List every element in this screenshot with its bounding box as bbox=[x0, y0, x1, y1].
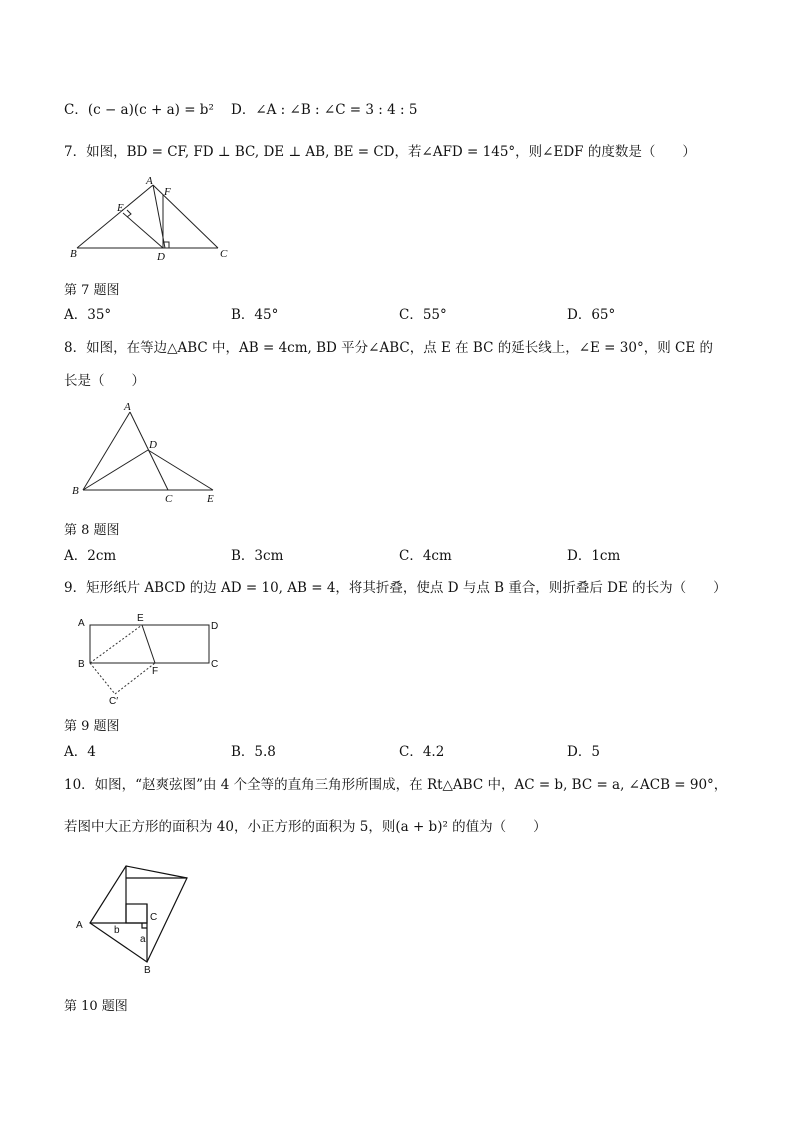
q10-label-b: B bbox=[144, 965, 151, 976]
q9-label-a: A bbox=[78, 618, 85, 629]
q7-option-a: A．35° bbox=[64, 307, 112, 323]
q10-stem-line2: 若图中大正方形的面积为 40，小正方形的面积为 5，则(a + b)² 的值为（ ） bbox=[64, 819, 547, 835]
q7-label-b: B bbox=[70, 248, 77, 260]
q8-stem-line1: 8．如图，在等边△ABC 中，AB = 4cm, BD 平分∠ABC，点 E 在 BC 的延长线上，∠E = 30°，则 CE 的 bbox=[64, 340, 713, 356]
q8-figure bbox=[64, 398, 234, 508]
q7-label-d: D bbox=[157, 251, 165, 263]
q7-option-d: D．65° bbox=[567, 307, 616, 323]
q7-label-f: F bbox=[164, 186, 171, 198]
q8-label-c: C bbox=[165, 493, 173, 505]
q7-caption: 第 7 题图 bbox=[64, 283, 120, 298]
q7-figure bbox=[60, 172, 240, 264]
q10-label-a: A bbox=[76, 920, 83, 931]
q7-option-b: B．45° bbox=[231, 307, 279, 323]
q8-label-e: E bbox=[207, 493, 214, 505]
q7-label-a: A bbox=[146, 175, 153, 187]
q9-option-c: C．4.2 bbox=[399, 744, 445, 760]
q7-label-c: C bbox=[220, 248, 228, 260]
q8-option-c: C．4cm bbox=[399, 548, 452, 564]
q8-caption: 第 8 题图 bbox=[64, 523, 120, 538]
q10-label-a-side: a bbox=[140, 934, 146, 945]
q10-caption: 第 10 题图 bbox=[64, 999, 128, 1014]
q9-figure bbox=[70, 608, 240, 706]
q8-option-a: A．2cm bbox=[64, 548, 117, 564]
q9-label-c-prime: C′ bbox=[109, 696, 119, 706]
q9-label-c: C bbox=[211, 659, 219, 670]
q8-label-b: B bbox=[72, 485, 79, 497]
q6-option-c: C．(c − a)(c + a) = b² bbox=[64, 102, 214, 118]
q7-label-e: E bbox=[117, 202, 124, 214]
q9-label-e: E bbox=[137, 613, 144, 624]
q9-stem: 9．矩形纸片 ABCD 的边 AD = 10, AB = 4，将其折叠，使点 D 与点 B 重合，则折叠后 DE 的长为（ ） bbox=[64, 580, 727, 596]
q8-option-d: D．1cm bbox=[567, 548, 621, 564]
q10-label-c: C bbox=[150, 912, 158, 923]
q8-label-d: D bbox=[149, 439, 157, 451]
q9-label-d: D bbox=[211, 621, 219, 632]
q9-caption: 第 9 题图 bbox=[64, 719, 120, 734]
q9-label-b: B bbox=[78, 659, 85, 670]
q7-option-c: C．55° bbox=[399, 307, 447, 323]
q8-option-b: B．3cm bbox=[231, 548, 284, 564]
q9-option-b: B．5.8 bbox=[231, 744, 276, 760]
q9-option-a: A．4 bbox=[64, 744, 96, 760]
q9-label-f: F bbox=[152, 666, 159, 677]
q6-option-d: D．∠A : ∠B : ∠C = 3 : 4 : 5 bbox=[231, 102, 418, 118]
q10-label-b-side: b bbox=[114, 925, 120, 936]
q10-stem-line1: 10．如图，“赵爽弦图”由 4 个全等的直角三角形所围成，在 Rt△ABC 中，AC = b, BC = a, ∠ACB = 90°， bbox=[64, 777, 728, 793]
q7-stem: 7．如图，BD = CF, FD ⊥ BC, DE ⊥ AB, BE = CD，若∠AFD = 145°，则∠EDF 的度数是（ ） bbox=[64, 144, 696, 160]
q8-label-a: A bbox=[124, 401, 131, 413]
q8-stem-line2: 长是（ ） bbox=[64, 373, 145, 389]
q9-option-d: D．5 bbox=[567, 744, 600, 760]
q10-figure bbox=[72, 858, 222, 978]
